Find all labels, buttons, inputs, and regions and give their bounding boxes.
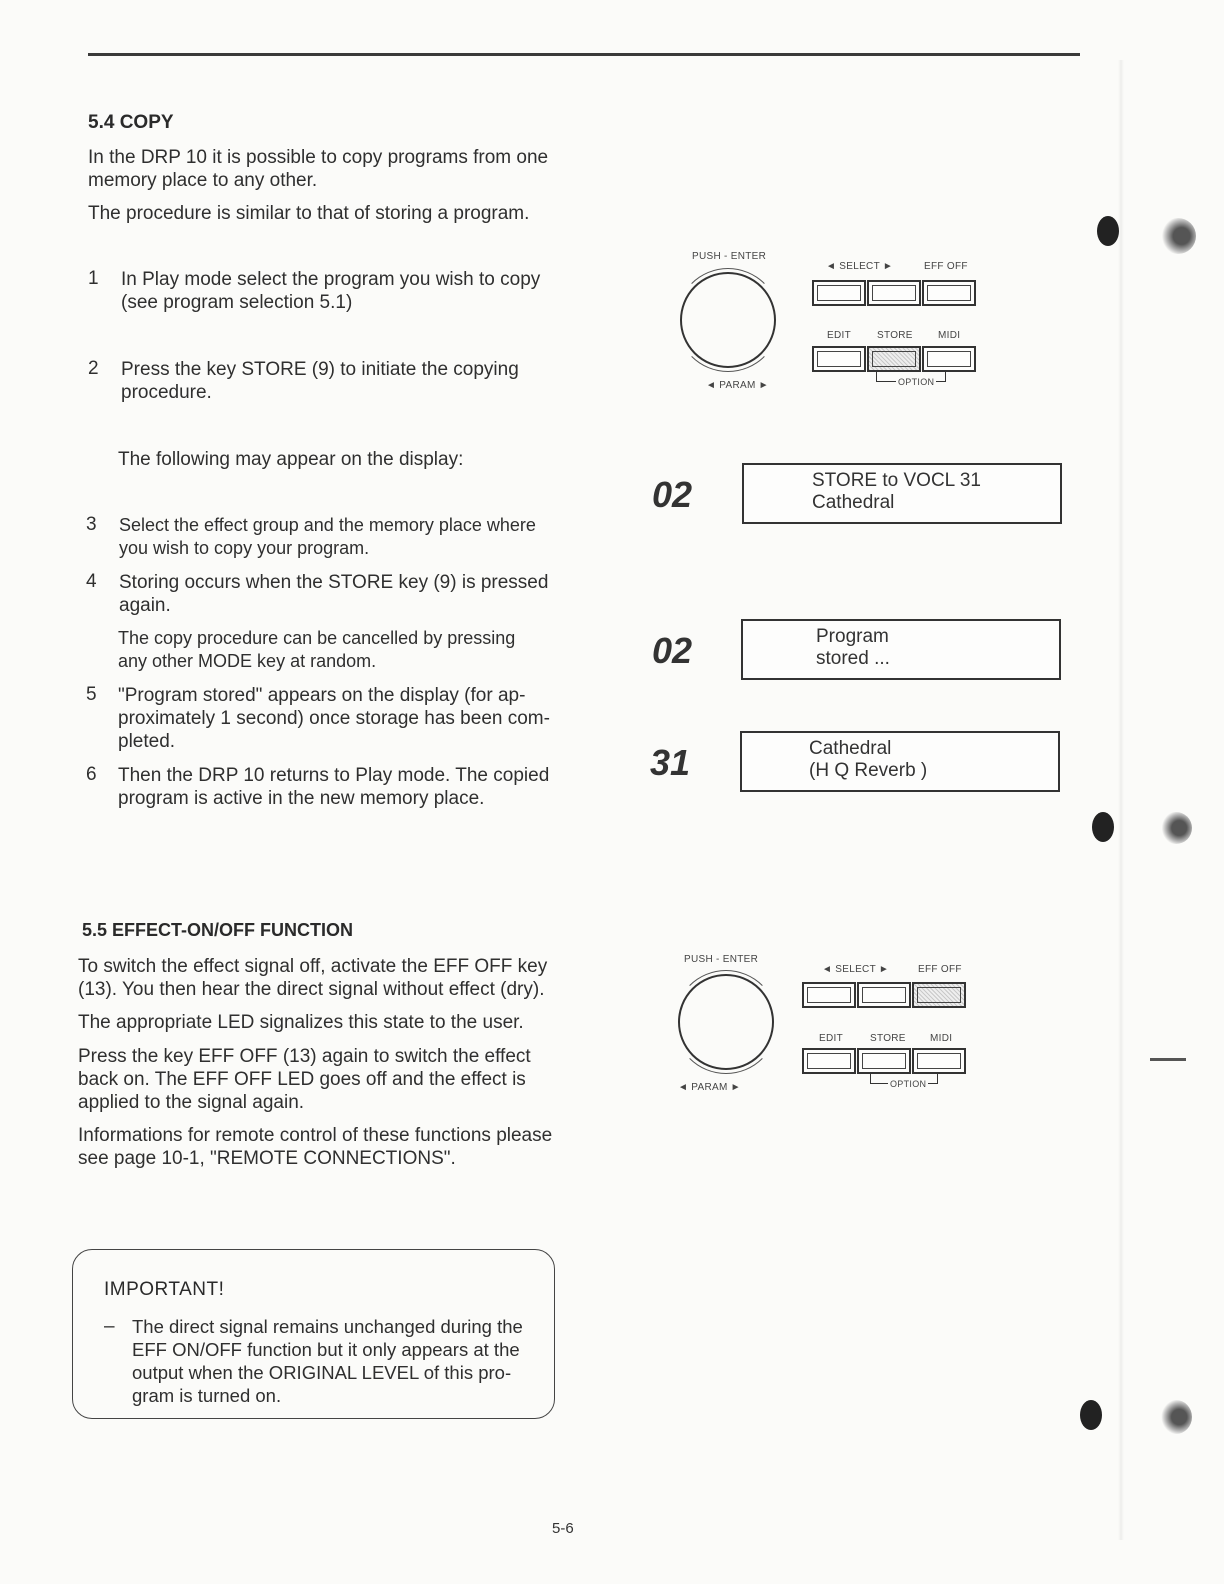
cancel-note: The copy procedure can be cancelled by pressing any other MODE key at random.: [118, 628, 516, 671]
push-enter-label: PUSH - ENTER: [692, 251, 767, 262]
step-number: 3: [86, 514, 97, 535]
step-text: Press the key STORE (9) to initiate the copying procedure.: [121, 359, 519, 403]
binder-hole-shadow: [1160, 218, 1196, 254]
binder-hole: [1080, 1400, 1102, 1430]
param-label: ◄ PARAM ►: [678, 1082, 741, 1093]
param-knob: [678, 974, 774, 1070]
important-text: The direct signal remains unchanged during the EFF ON/OFF function but it only appears at the output when the ORIGINAL LEVEL of this pro- gram is turned on.: [132, 1316, 523, 1406]
binder-hole: [1092, 812, 1114, 842]
step-number: 1: [88, 268, 99, 289]
lcd-display: Cathedral (H Q Reverb ): [740, 731, 1060, 792]
step-number: 5: [86, 684, 97, 705]
binder-hole-shadow: [1160, 812, 1192, 844]
select-label: ◄ SELECT ►: [826, 261, 894, 272]
step-number: 2: [88, 358, 99, 379]
option-label: OPTION: [898, 377, 935, 387]
eff-off-key: [922, 280, 976, 306]
store-key: [857, 1048, 911, 1074]
display-note: The following may appear on the display:: [118, 449, 464, 470]
eff-off-label: EFF OFF: [924, 261, 968, 272]
store-label: STORE: [870, 1033, 906, 1044]
effect-paragraph-1: To switch the effect signal off, activate the EFF OFF key (13). You then hear the direct signal without effect (dry).: [78, 956, 548, 1000]
midi-label: MIDI: [938, 330, 961, 341]
param-label: ◄ PARAM ►: [706, 380, 769, 391]
step-text: "Program stored" appears on the display (for ap- proximately 1 second) once storage has been com- pleted.: [118, 685, 550, 752]
display-program-number: 31: [650, 742, 691, 783]
copy-intro-2: The procedure is similar to that of storing a program.: [88, 203, 530, 224]
select-right-key: [867, 280, 921, 306]
edit-key: [812, 346, 866, 372]
select-label: ◄ SELECT ►: [822, 964, 890, 975]
display-program-number: 02: [652, 630, 693, 671]
step-text: Select the effect group and the memory place where you wish to copy your program.: [119, 515, 536, 558]
lcd-display: Program stored ...: [741, 619, 1061, 680]
midi-label: MIDI: [930, 1033, 953, 1044]
important-title: IMPORTANT!: [104, 1279, 225, 1300]
eff-off-label: EFF OFF: [918, 964, 962, 975]
top-rule: [88, 53, 1080, 56]
section-heading-copy: 5.4 COPY: [88, 112, 174, 133]
page-edge-shadow: [1118, 60, 1124, 1540]
binder-hole-shadow: [1160, 1400, 1192, 1434]
copy-intro: In the DRP 10 it is possible to copy programs from one memory place to any other.: [88, 147, 549, 191]
store-key-lit: [867, 346, 921, 372]
effect-paragraph-2: The appropriate LED signalizes this state to the user.: [78, 1012, 524, 1033]
select-left-key: [812, 280, 866, 306]
effect-paragraph-3: Press the key EFF OFF (13) again to switch the effect back on. The EFF OFF LED goes off and the effect is applied to the signal again.: [78, 1046, 531, 1113]
option-label: OPTION: [890, 1079, 927, 1089]
step-text: Then the DRP 10 returns to Play mode. The copied program is active in the new memory place.: [118, 765, 550, 809]
param-knob: [680, 272, 776, 368]
front-panel-illustration: [666, 950, 986, 1110]
lcd-display: STORE to VOCL 31 Cathedral: [742, 463, 1062, 524]
important-dash: –: [104, 1316, 115, 1337]
page-number: 5-6: [552, 1520, 574, 1537]
edit-label: EDIT: [827, 330, 851, 341]
select-right-key: [857, 982, 911, 1008]
midi-key: [922, 346, 976, 372]
binder-hole: [1097, 216, 1119, 246]
midi-key: [912, 1048, 966, 1074]
edit-label: EDIT: [819, 1033, 843, 1044]
edit-key: [802, 1048, 856, 1074]
push-enter-label: PUSH - ENTER: [684, 954, 759, 965]
scan-mark: [1150, 1058, 1186, 1061]
section-heading-effect-onoff: 5.5 EFFECT-ON/OFF FUNCTION: [82, 920, 354, 940]
store-label: STORE: [877, 330, 913, 341]
eff-off-key-lit: [912, 982, 966, 1008]
display-program-number: 02: [652, 474, 693, 515]
step-number: 6: [86, 764, 97, 785]
step-number: 4: [86, 571, 97, 592]
front-panel-illustration: [672, 246, 992, 406]
select-left-key: [802, 982, 856, 1008]
step-text: Storing occurs when the STORE key (9) is pressed again.: [119, 572, 549, 616]
step-text: In Play mode select the program you wish to copy (see program selection 5.1): [121, 269, 541, 313]
effect-paragraph-4: Informations for remote control of these functions please see page 10-1, "REMOTE CONNECTIONS".: [78, 1125, 553, 1169]
